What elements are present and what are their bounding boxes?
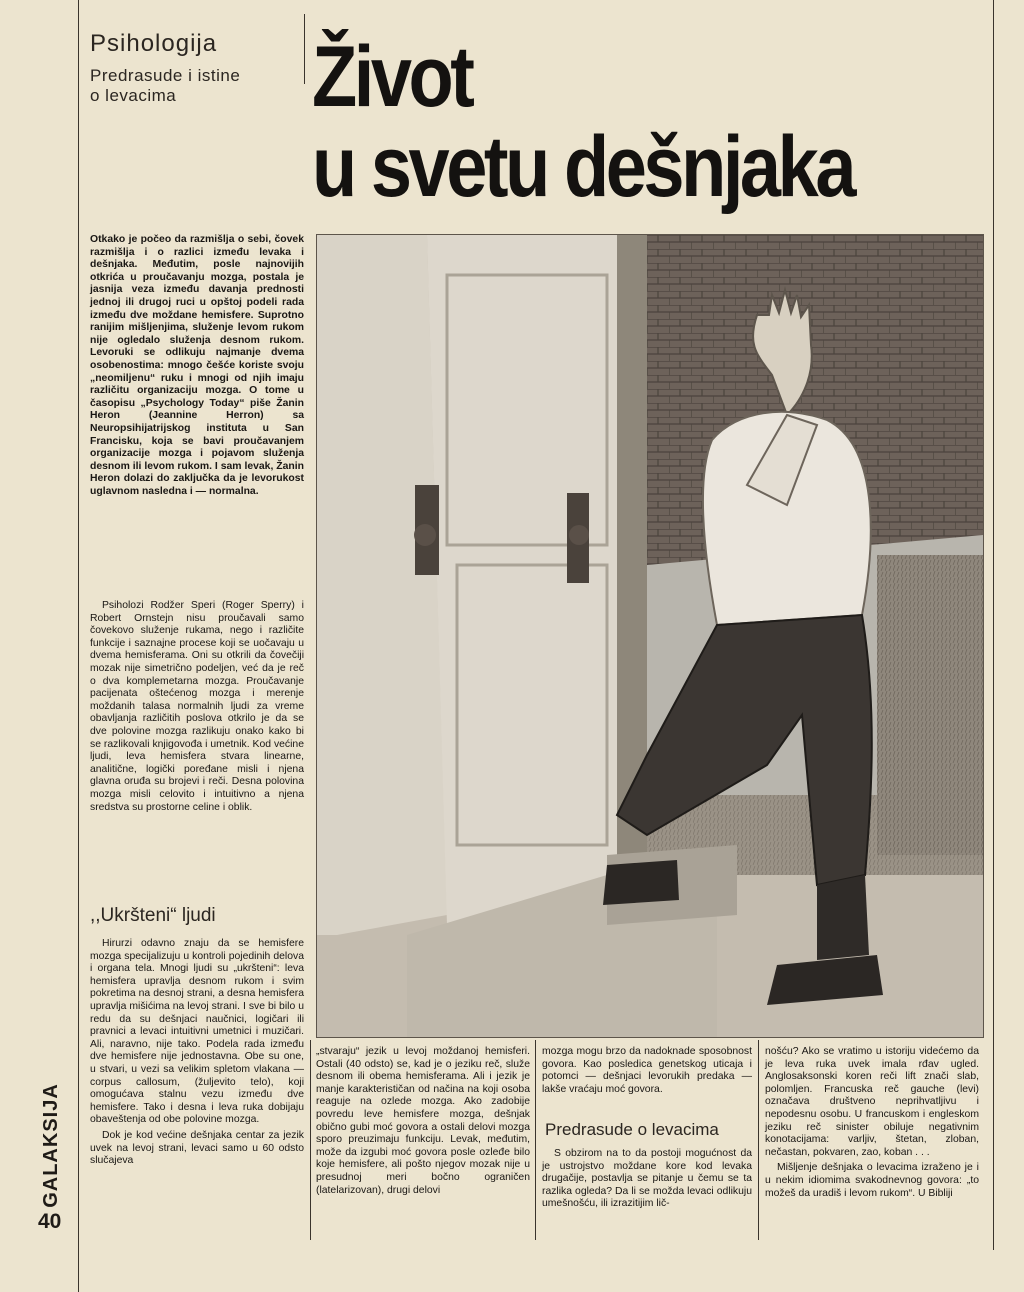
body-paragraph: Hirurzi odavno znaju da se hemisfere mozga specijalizuju u kontroli pojedinih delova i organa tela. Mnogi ljudi su „ukršteni“: leva hemisfera upravlja desnom rukom i svim pokretima na desnoj strani, a desna hemisfera upravlja mišićima na levoj strani. I sve bi bilo u redu da su dešnjaci naučnici, logičari ili pravnici a levaci intuitivni umetnici i muzičari. Ali, naravno, nije tako. Podela rada između dve hemisfere nije jednostavna. Obe su one, u stvari, u vezi sa velikim spletom vlakana — corpus callosum, (žuljevito telo), koji omogućava stalnu vezu između dve hemisfere. Tako i desna i leva ruka dobijaju obaveštenja od obe polovine mozga.	[90, 938, 304, 1126]
right-margin-rule	[993, 0, 994, 1250]
body-paragraph: Dok je kod većine dešnjaka centar za jezik uvek na levoj strani, levaci samo u 60 odsto slučajeva	[90, 1129, 304, 1167]
body-column-4	[765, 1046, 979, 1203]
magazine-logo	[36, 1082, 66, 1208]
column-rule	[310, 1040, 311, 1240]
column-rule	[758, 1040, 759, 1240]
body-column-3b	[542, 1148, 752, 1214]
body-paragraph: Psiholozi Rodžer Speri (Roger Sperry) i Robert Ornstejn nisu proučavali samo čovekovo služenje rukama, nego i različite funkcije i saznajne procese koji se uočavaju u dvema hemisferama. Oni su otkrili da čovečiji mozak nije simetrično podeljen, već da je reč o dva komplemetarna mozga. Proučavanje pacijenata oštećenog mozga i merenje moždanih talasa normalnih ljudi za vreme obavljanja različitih poslova otkrilo je da se dve polovine mozga razlikuju onako kako bi se razlikovali knjigovođa i umetnik. Kod većine ljudi, leva hemisfera stvara linearne, analitične, logički poređane misli i njena glavna oruđa su brojevi i reči. Desna polovina mozga misli celovito i intuitivno a njena sredstva su prostorne celine i oblik.	[90, 600, 304, 813]
page-number: 40	[38, 1210, 62, 1233]
subheading-ukrsteni: ,,Ukršteni“ ljudi	[90, 905, 216, 926]
body-paragraph: Mišljenje dešnjaka o levacima izraženo je i u nekim idiomima svakodnevnog govora: „to možeš da uradiš i levom rukom“. U Bibliji	[765, 1162, 979, 1199]
body-column-1	[90, 600, 304, 817]
section-name: Psihologija	[90, 30, 218, 57]
section-subtitle: Predrasude i istine o levacima	[90, 66, 241, 105]
body-paragraph: S obzirom na to da postoji mogućnost da je ustrojstvo moždane kore kod levaka drugačije, postavlja se pitanje u čemu se ta razlika ogleda? Da li se možda levaci odlikuju umešnošću, ili izrazitijim lič-	[542, 1148, 752, 1210]
body-paragraph: „stvaraju“ jezik u levoj moždanoj hemisferi. Ostali (40 odsto) se, kad je o jeziku reč, služe desnom ili obema hemisferama. Ali i jezik je manje karakterističan od načina na koji osoba reaguje na ozlede mozga. Ako zadobije povredu leve hemisfere mozga, dešnjak obično gubi moć govora a ostali delovi mozga sporo preuzimaju funkciju. Levak, međutim, može da izgubi moć govora posle ozleđe bilo koje hemisfere, ali pošto njegov mozak nije u presudnoj meri bočno ograničen (latelarizovan), drugi delovi	[316, 1046, 530, 1196]
body-paragraph: nošću? Ako se vratimo u istoriju videćemo da je leva ruka uvek imala rđav ugled. Anglosaksonski koren reči lift znači slab, polomljen. Francuska reč gauche (levi) označava društveno neprihvatljivu i nepodesnu osobu. U francuskom i engleskom jeziku reč sinister obiluje negativnim konotacijama: varljiv, štetan, zloban, nečastan, pokvaren, zao, koban . . .	[765, 1046, 979, 1158]
header-rule	[304, 14, 305, 84]
body-column-2	[316, 1046, 530, 1200]
illustration-drawing	[317, 235, 983, 1037]
magazine-logo-text: GALAKSIJA	[39, 1082, 62, 1208]
column-rule	[535, 1040, 536, 1240]
section-header	[90, 30, 300, 106]
headline-line-2: u svetu dešnjaka	[312, 119, 854, 215]
article-illustration	[316, 234, 984, 1038]
body-paragraph: mozga mogu brzo da nadoknade sposobnost govora. Kao posledica genetskog uticaja i potomci — dešnjaci levorukih predaka — lakše vraćaju moć govora.	[542, 1046, 752, 1095]
subheading-predrasude: Predrasude o levacima	[545, 1120, 719, 1139]
page-margin-rule	[78, 0, 79, 1292]
article-intro: Otkako je počeo da razmišlja o sebi, čovek razmišlja i o razlici između levaka i dešnjaka. Međutim, posle najnovijih otkrića u proučavanju mozga, postala je jasnija veza između davanja prednosti jednoj ili drugoj ruci u opštoj podeli rada između dve moždane hemisfere. Suprotno ranijim mišljenjima, služenje levom rukom nije ogledalo služenja desnom rukom. Levoruki se odlikuju najmanje dvema osobenostima: mnogo češće koriste svoju „neomiljenu“ ruku i mnogi od njih imaju različitu organizaciju mozga. O tome u časopisu „Psychology Today“ piše Žanin Heron (Jeannine Herron) sa Neuropsihijatrijskog instituta u San Francisku, koja se bavi proučavanjem organizacije mozga i pojavom služenja desnom ili levom rukom. I sam levak, Žanin Heron dolazi do zaključka da je levorukost uglavnom nasledna i — normalna.	[90, 234, 304, 497]
article-headline	[312, 29, 914, 215]
body-column-3	[542, 1046, 752, 1099]
body-column-1b	[90, 938, 304, 1171]
headline-line-1: Život	[312, 29, 472, 125]
